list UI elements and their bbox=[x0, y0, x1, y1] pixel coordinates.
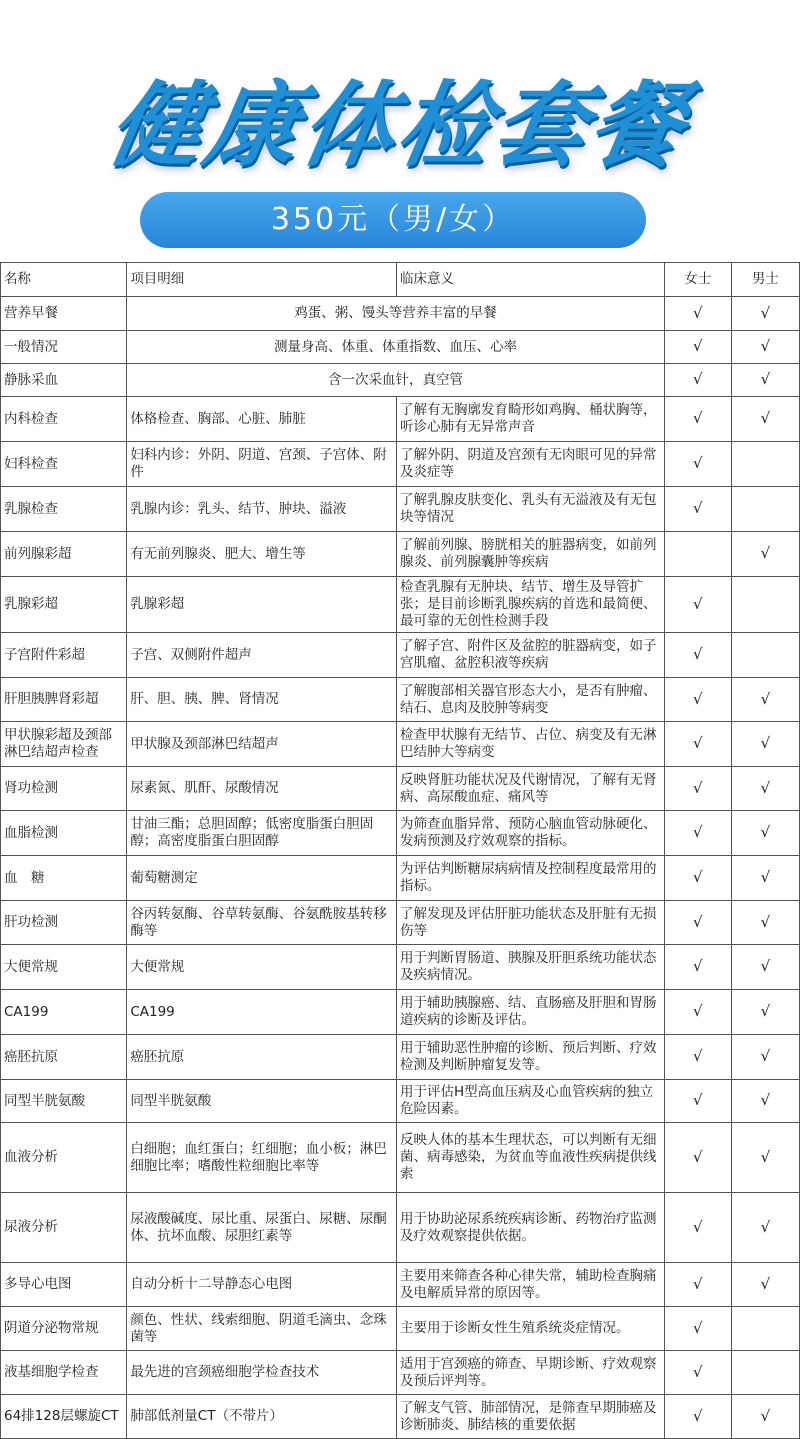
check-mark-icon: √ bbox=[760, 823, 771, 841]
item-name: 大便常规 bbox=[1, 945, 127, 990]
check-mark-icon: √ bbox=[760, 409, 771, 427]
table-row bbox=[1, 1395, 800, 1439]
table-row bbox=[1, 532, 800, 577]
item-clinical-meaning: 为筛查血脂异常、预防心脑血管动脉硬化、发病预测及疗效观察的指标。 bbox=[396, 811, 664, 856]
male-cell bbox=[731, 633, 799, 678]
check-mark-icon: √ bbox=[760, 1091, 771, 1109]
table-row bbox=[1, 901, 800, 945]
item-name: 同型半胱氨酸 bbox=[1, 1080, 127, 1123]
item-detail: 同型半胱氨酸 bbox=[127, 1080, 397, 1123]
price-badge: 350元（男/女） bbox=[140, 192, 646, 248]
column-header-meaning: 临床意义 bbox=[396, 263, 664, 297]
male-cell bbox=[731, 945, 799, 990]
item-detail: 乳腺彩超 bbox=[127, 577, 397, 633]
male-cell bbox=[731, 532, 799, 577]
male-cell bbox=[731, 1351, 799, 1395]
item-clinical-meaning: 用于辅助恶性肿瘤的诊断、预后判断、疗效检测及判断肿瘤复发等。 bbox=[396, 1035, 664, 1080]
item-name: 血 糖 bbox=[1, 856, 127, 901]
female-cell bbox=[664, 1395, 731, 1439]
table-row bbox=[1, 297, 800, 331]
item-name: CA199 bbox=[1, 990, 127, 1035]
exam-package-table bbox=[0, 262, 800, 1439]
female-cell bbox=[664, 990, 731, 1035]
item-clinical-meaning: 反映肾脏功能状况及代谢情况，了解有无肾病、高尿酸血症、痛风等 bbox=[396, 767, 664, 811]
male-cell bbox=[731, 1123, 799, 1193]
female-cell bbox=[664, 811, 731, 856]
item-detail: 体格检查、胸部、心脏、肺脏 bbox=[127, 397, 397, 442]
male-cell bbox=[731, 397, 799, 442]
female-cell bbox=[664, 1193, 731, 1263]
female-cell bbox=[664, 487, 731, 532]
item-detail: 颜色、性状、线索细胞、阴道毛滴虫、念珠菌等 bbox=[127, 1307, 397, 1351]
table-row bbox=[1, 487, 800, 532]
item-detail: 甲状腺及颈部淋巴结超声 bbox=[127, 722, 397, 767]
table-row bbox=[1, 811, 800, 856]
table-row bbox=[1, 1307, 800, 1351]
item-name: 阴道分泌物常规 bbox=[1, 1307, 127, 1351]
check-mark-icon: √ bbox=[692, 499, 703, 517]
table-row bbox=[1, 990, 800, 1035]
check-mark-icon: √ bbox=[692, 337, 703, 355]
male-cell bbox=[731, 856, 799, 901]
check-mark-icon: √ bbox=[692, 370, 703, 388]
check-mark-icon: √ bbox=[760, 778, 771, 797]
item-clinical-meaning: 检查甲状腺有无结节、占位、病变及有无淋巴结肿大等病变 bbox=[396, 722, 664, 767]
female-cell bbox=[664, 945, 731, 990]
check-mark-icon: √ bbox=[692, 1406, 703, 1425]
item-detail: 肺部低剂量CT（不带片） bbox=[127, 1395, 397, 1439]
female-cell bbox=[664, 1123, 731, 1193]
item-name: 64排128层螺旋CT bbox=[1, 1395, 127, 1439]
male-cell bbox=[731, 1193, 799, 1263]
check-mark-icon: √ bbox=[692, 1362, 703, 1381]
item-name: 癌胚抗原 bbox=[1, 1035, 127, 1080]
check-mark-icon: √ bbox=[760, 912, 771, 931]
male-cell bbox=[731, 1035, 799, 1080]
column-header-detail: 项目明细 bbox=[127, 263, 397, 297]
female-cell bbox=[664, 1351, 731, 1395]
check-mark-icon: √ bbox=[692, 689, 703, 708]
female-cell bbox=[664, 364, 731, 397]
check-mark-icon: √ bbox=[760, 689, 771, 708]
male-cell bbox=[731, 577, 799, 633]
item-detail: 葡萄糖测定 bbox=[127, 856, 397, 901]
column-header-female: 女士 bbox=[664, 263, 731, 297]
female-cell bbox=[664, 1263, 731, 1307]
male-cell bbox=[731, 1080, 799, 1123]
item-clinical-meaning: 了解腹部相关器官形态大小，是否有肿瘤、结石、息肉及胶肿等病变 bbox=[396, 678, 664, 722]
item-name: 前列腺彩超 bbox=[1, 532, 127, 577]
item-clinical-meaning: 适用于宫颈癌的筛查、早期诊断、疗效观察及预后评判等。 bbox=[396, 1351, 664, 1395]
item-name: 液基细胞学检查 bbox=[1, 1351, 127, 1395]
table-row bbox=[1, 767, 800, 811]
check-mark-icon: √ bbox=[692, 1217, 703, 1236]
item-clinical-meaning: 反映人体的基本生理状态，可以判断有无细菌、病毒感染，为贫血等血液性疾病提供线索 bbox=[396, 1123, 664, 1193]
item-clinical-meaning: 用于评估H型高血压病及心血管疾病的独立危险因素。 bbox=[396, 1080, 664, 1123]
male-cell bbox=[731, 1395, 799, 1439]
male-cell bbox=[731, 364, 799, 397]
item-description: 测量身高、体重、体重指数、血压、心率 bbox=[127, 331, 664, 364]
check-mark-icon: √ bbox=[692, 1147, 703, 1166]
item-description: 鸡蛋、粥、馒头等营养丰富的早餐 bbox=[127, 297, 664, 331]
item-detail: 大便常规 bbox=[127, 945, 397, 990]
item-name: 营养早餐 bbox=[1, 297, 127, 331]
table-row bbox=[1, 364, 800, 397]
item-detail: 自动分析十二导静态心电图 bbox=[127, 1263, 397, 1307]
check-mark-icon: √ bbox=[692, 1047, 703, 1065]
check-mark-icon: √ bbox=[760, 1002, 771, 1020]
female-cell bbox=[664, 577, 731, 633]
item-clinical-meaning: 了解外阴、阴道及宫颈有无肉眼可见的异常及炎症等 bbox=[396, 442, 664, 487]
male-cell bbox=[731, 811, 799, 856]
check-mark-icon: √ bbox=[692, 1274, 703, 1293]
column-header-male: 男士 bbox=[731, 263, 799, 297]
item-clinical-meaning: 用于协助泌尿系统疾病诊断、药物治疗监测及疗效观察提供依据。 bbox=[396, 1193, 664, 1263]
check-mark-icon: √ bbox=[692, 409, 703, 427]
table-row bbox=[1, 1123, 800, 1193]
female-cell bbox=[664, 442, 731, 487]
check-mark-icon: √ bbox=[692, 868, 703, 886]
item-detail: 有无前列腺炎、肥大、增生等 bbox=[127, 532, 397, 577]
table-row bbox=[1, 856, 800, 901]
check-mark-icon: √ bbox=[692, 303, 703, 322]
female-cell bbox=[664, 1080, 731, 1123]
item-detail: 谷丙转氨酶、谷草转氨酶、谷氨酰胺基转移酶等 bbox=[127, 901, 397, 945]
female-cell bbox=[664, 1307, 731, 1351]
check-mark-icon: √ bbox=[760, 1047, 771, 1065]
item-detail: 最先进的宫颈癌细胞学检查技术 bbox=[127, 1351, 397, 1395]
female-cell bbox=[664, 297, 731, 331]
check-mark-icon: √ bbox=[760, 734, 771, 752]
item-name: 甲状腺彩超及颈部淋巴结超声检查 bbox=[1, 722, 127, 767]
male-cell bbox=[731, 331, 799, 364]
table-row bbox=[1, 442, 800, 487]
item-clinical-meaning: 主要用来筛查各种心律失常，辅助检查胸痛及电解质异常的原因等。 bbox=[396, 1263, 664, 1307]
male-cell bbox=[731, 442, 799, 487]
item-name: 乳腺检查 bbox=[1, 487, 127, 532]
check-mark-icon: √ bbox=[760, 1147, 771, 1166]
item-clinical-meaning: 用于辅助胰腺癌、结、直肠癌及肝胆和胃肠道疾病的诊断及评估。 bbox=[396, 990, 664, 1035]
item-detail: CA199 bbox=[127, 990, 397, 1035]
item-name: 内科检查 bbox=[1, 397, 127, 442]
item-clinical-meaning: 了解前列腺、膀胱相关的脏器病变，如前列腺炎、前列腺囊肿等疾病 bbox=[396, 532, 664, 577]
female-cell bbox=[664, 1035, 731, 1080]
item-clinical-meaning: 了解子宫、附件区及盆腔的脏器病变，如子宫肌瘤、盆腔积液等疾病 bbox=[396, 633, 664, 678]
female-cell bbox=[664, 722, 731, 767]
check-mark-icon: √ bbox=[760, 1217, 771, 1236]
male-cell bbox=[731, 1263, 799, 1307]
check-mark-icon: √ bbox=[760, 1274, 771, 1293]
table-row bbox=[1, 1263, 800, 1307]
item-name: 肝功检测 bbox=[1, 901, 127, 945]
table-row bbox=[1, 397, 800, 442]
item-detail: 尿素氮、肌酐、尿酸情况 bbox=[127, 767, 397, 811]
check-mark-icon: √ bbox=[692, 1002, 703, 1020]
item-description: 含一次采血针，真空管 bbox=[127, 364, 664, 397]
item-name: 血脂检测 bbox=[1, 811, 127, 856]
table-row bbox=[1, 1193, 800, 1263]
check-mark-icon: √ bbox=[692, 734, 703, 752]
item-clinical-meaning: 用于判断胃肠道、胰腺及肝胆系统功能状态及疾病情况。 bbox=[396, 945, 664, 990]
female-cell bbox=[664, 633, 731, 678]
check-mark-icon: √ bbox=[692, 454, 703, 472]
item-name: 血液分析 bbox=[1, 1123, 127, 1193]
item-clinical-meaning: 为评估判断糖尿病病情及控制程度最常用的指标。 bbox=[396, 856, 664, 901]
item-name: 肝胆胰脾肾彩超 bbox=[1, 678, 127, 722]
check-mark-icon: √ bbox=[760, 337, 771, 355]
female-cell bbox=[664, 397, 731, 442]
item-clinical-meaning: 了解支气管、肺部情况，是筛查早期肺癌及诊断肺炎、肺结核的重要依据 bbox=[396, 1395, 664, 1439]
check-mark-icon: √ bbox=[760, 544, 771, 562]
table-row bbox=[1, 633, 800, 678]
item-detail: 乳腺内诊：乳头、结节、肿块、溢液 bbox=[127, 487, 397, 532]
table-row bbox=[1, 1080, 800, 1123]
check-mark-icon: √ bbox=[692, 594, 703, 613]
item-name: 一般情况 bbox=[1, 331, 127, 364]
item-detail: 妇科内诊：外阴、阴道、宫颈、子宫体、附件 bbox=[127, 442, 397, 487]
female-cell bbox=[664, 901, 731, 945]
table-row bbox=[1, 331, 800, 364]
check-mark-icon: √ bbox=[760, 957, 771, 975]
table-row bbox=[1, 1351, 800, 1395]
female-cell bbox=[664, 767, 731, 811]
male-cell bbox=[731, 678, 799, 722]
item-name: 静脉采血 bbox=[1, 364, 127, 397]
item-name: 肾功检测 bbox=[1, 767, 127, 811]
male-cell bbox=[731, 297, 799, 331]
female-cell bbox=[664, 856, 731, 901]
item-detail: 癌胚抗原 bbox=[127, 1035, 397, 1080]
check-mark-icon: √ bbox=[692, 912, 703, 931]
check-mark-icon: √ bbox=[692, 1091, 703, 1109]
item-name: 子宫附件彩超 bbox=[1, 633, 127, 678]
male-cell bbox=[731, 767, 799, 811]
male-cell bbox=[731, 901, 799, 945]
item-name: 乳腺彩超 bbox=[1, 577, 127, 633]
item-detail: 甘油三酯；总胆固醇；低密度脂蛋白胆固醇；高密度脂蛋白胆固醇 bbox=[127, 811, 397, 856]
item-clinical-meaning: 了解乳腺皮肤变化、乳头有无溢液及有无包块等情况 bbox=[396, 487, 664, 532]
item-detail: 肝、胆、胰、脾、肾情况 bbox=[127, 678, 397, 722]
check-mark-icon: √ bbox=[692, 823, 703, 841]
page-title: 健康体检套餐 bbox=[101, 72, 697, 179]
check-mark-icon: √ bbox=[760, 1406, 771, 1425]
header bbox=[0, 0, 800, 262]
item-name: 多导心电图 bbox=[1, 1263, 127, 1307]
item-detail: 尿液酸碱度、尿比重、尿蛋白、尿糖、尿酮体、抗坏血酸、尿胆红素等 bbox=[127, 1193, 397, 1263]
check-mark-icon: √ bbox=[692, 1318, 703, 1337]
item-clinical-meaning: 了解发现及评估肝脏功能状态及肝脏有无损伤等 bbox=[396, 901, 664, 945]
item-detail: 子宫、双侧附件超声 bbox=[127, 633, 397, 678]
check-mark-icon: √ bbox=[760, 303, 771, 322]
item-clinical-meaning: 了解有无胸廓发育畸形如鸡胸、桶状胸等，听诊心肺有无异常声音 bbox=[396, 397, 664, 442]
item-clinical-meaning: 主要用于诊断女性生殖系统炎症情况。 bbox=[396, 1307, 664, 1351]
female-cell bbox=[664, 331, 731, 364]
item-name: 妇科检查 bbox=[1, 442, 127, 487]
male-cell bbox=[731, 1307, 799, 1351]
male-cell bbox=[731, 990, 799, 1035]
column-header-name: 名称 bbox=[1, 263, 127, 297]
item-clinical-meaning: 检查乳腺有无肿块、结节、增生及导管扩张；是目前诊断乳腺疾病的首选和最简便、最可靠的无创性检测手段 bbox=[396, 577, 664, 633]
table-row bbox=[1, 1035, 800, 1080]
table-row bbox=[1, 577, 800, 633]
table-row bbox=[1, 722, 800, 767]
check-mark-icon: √ bbox=[692, 778, 703, 797]
male-cell bbox=[731, 722, 799, 767]
item-name: 尿液分析 bbox=[1, 1193, 127, 1263]
check-mark-icon: √ bbox=[692, 645, 703, 663]
check-mark-icon: √ bbox=[692, 957, 703, 975]
table-row bbox=[1, 945, 800, 990]
female-cell bbox=[664, 678, 731, 722]
male-cell bbox=[731, 487, 799, 532]
female-cell bbox=[664, 532, 731, 577]
table-row bbox=[1, 678, 800, 722]
check-mark-icon: √ bbox=[760, 370, 771, 388]
item-detail: 白细胞；血红蛋白；红细胞；血小板；淋巴细胞比率；嗜酸性粒细胞比率等 bbox=[127, 1123, 397, 1193]
check-mark-icon: √ bbox=[760, 868, 771, 886]
table-header-row bbox=[1, 263, 800, 297]
